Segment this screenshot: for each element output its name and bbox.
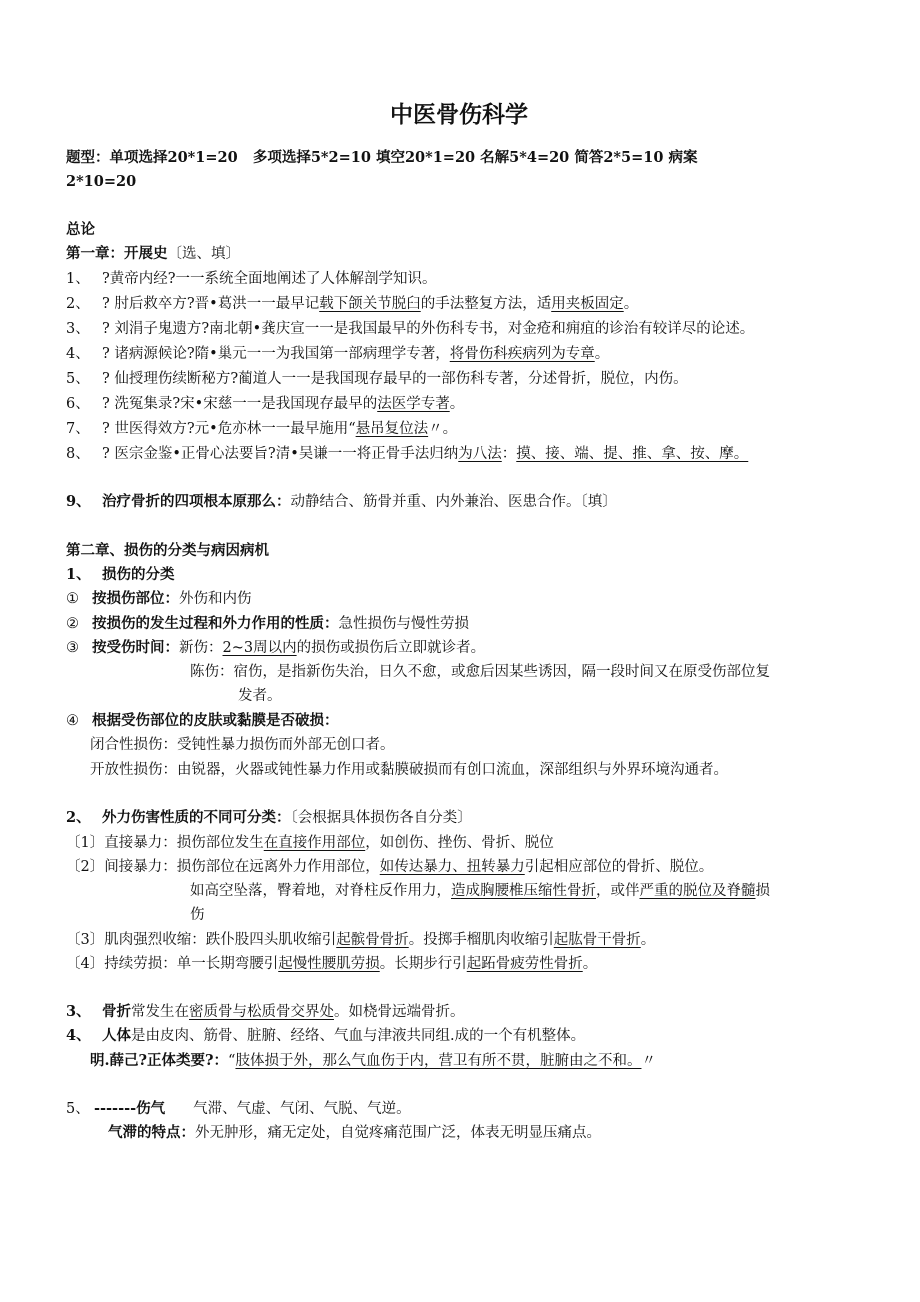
subsection-tag: 〔会根据具体损伤各自分类〕 bbox=[290, 810, 472, 826]
item-number: 2、 bbox=[66, 809, 91, 826]
principles-line bbox=[66, 492, 617, 512]
list-item bbox=[66, 444, 748, 464]
chapter-1-heading bbox=[66, 244, 240, 264]
force-text: 。 bbox=[582, 956, 598, 972]
force-strain bbox=[66, 954, 597, 974]
list-item bbox=[66, 319, 754, 339]
force-underline: 如传达暴力、扭转暴力 bbox=[379, 859, 525, 875]
force-text: 如高空坠落，臀着地，对脊柱反作用力， bbox=[190, 883, 451, 899]
item-text: 是由皮肉、筋骨、脏腑、经络、气血与津液共同组.成的一个有机整体。 bbox=[131, 1028, 586, 1044]
classification-label: 根据受伤部位的皮肤或黏膜是否破损： bbox=[92, 712, 339, 729]
item-number: 5、 bbox=[66, 1101, 90, 1117]
classification-4 bbox=[66, 711, 339, 731]
quote-source: 明.薛己?正体类要?： bbox=[90, 1052, 229, 1069]
item-text: 。 bbox=[623, 296, 639, 312]
item-underline: 将骨伤科疾病列为专章 bbox=[449, 346, 595, 362]
list-item bbox=[66, 394, 464, 414]
quote-line bbox=[90, 1051, 656, 1071]
item-number: 3、 bbox=[66, 1003, 91, 1020]
chapter-2-heading: 第二章、损伤的分类与病因病机 bbox=[66, 542, 269, 559]
circled-number: ① bbox=[66, 591, 79, 607]
classification-2 bbox=[66, 614, 469, 634]
list-item bbox=[66, 269, 437, 289]
subsection-5 bbox=[66, 1099, 411, 1119]
item-number: 7、 bbox=[66, 421, 90, 437]
item-number: 8、 bbox=[66, 446, 90, 462]
principles-label: 治疗骨折的四项根本原那么： bbox=[102, 493, 291, 510]
item-number: 2、 bbox=[66, 296, 90, 312]
force-underline: 起髌骨骨折 bbox=[336, 932, 409, 948]
old-injury-line2: 发者。 bbox=[238, 688, 282, 704]
open-injury: 开放性损伤：由锐器，火器或钝性暴力作用或黏膜破损而有创口流血，深部组织与外界环境沟通者。 bbox=[90, 762, 728, 778]
classification-1 bbox=[66, 589, 252, 609]
circled-number: ② bbox=[66, 616, 79, 632]
item-number: 3、 bbox=[66, 321, 90, 337]
item-number: 1、 bbox=[66, 271, 90, 287]
item-text: ： bbox=[501, 446, 517, 462]
item-underline: 用夹板固定 bbox=[551, 296, 624, 312]
force-text: ，或伴 bbox=[596, 883, 640, 899]
force-underline: 起跖骨疲劳性骨折 bbox=[466, 956, 583, 972]
force-text: 引起相应部位的骨折、脱位。 bbox=[524, 859, 714, 875]
force-text: 。投掷手榴肌肉收缩引 bbox=[408, 932, 554, 948]
qizhi-line bbox=[108, 1123, 601, 1143]
new-injury-period: 2~3周以内 bbox=[222, 640, 297, 656]
force-underline: 严重的脱位及脊髓 bbox=[639, 883, 756, 899]
item-number: 9、 bbox=[66, 493, 91, 510]
item-underline: 载下颌关节脱臼 bbox=[319, 296, 421, 312]
force-direct bbox=[66, 833, 554, 853]
force-text: 。长期步行引 bbox=[379, 956, 467, 972]
subsection-2 bbox=[66, 808, 472, 828]
quote-mark: “ bbox=[228, 1053, 236, 1069]
subsection-label: 骨折 bbox=[102, 1003, 131, 1020]
subsection-1 bbox=[66, 565, 175, 585]
classification-label: 按受伤时间： bbox=[92, 639, 179, 656]
closed-injury: 闭合性损伤：受钝性暴力损伤而外部无创口者。 bbox=[90, 737, 395, 753]
quote-mark: 〃 bbox=[641, 1053, 656, 1069]
list-item bbox=[66, 344, 609, 364]
qizhi-label: 气滞的特点： bbox=[108, 1124, 195, 1141]
qizhi-text: 外无肿形，痛无定处，自觉疼痛范围广泛，体表无明显压痛点。 bbox=[195, 1125, 601, 1141]
item-number: 5、 bbox=[66, 371, 90, 387]
force-indirect bbox=[66, 857, 713, 877]
force-indirect-example bbox=[190, 881, 770, 901]
force-underline: 在直接作用部位 bbox=[263, 835, 366, 851]
new-injury-label: 新伤： bbox=[179, 640, 223, 656]
item-text: ? 肘后救卒方?晋•葛洪一一最早记 bbox=[102, 296, 320, 312]
force-text: 损 bbox=[755, 883, 770, 899]
item-number: 4、 bbox=[66, 346, 90, 362]
new-injury-text: 的损伤或损伤后立即就诊者。 bbox=[296, 640, 486, 656]
item-text: 的手法整复方法，适 bbox=[420, 296, 552, 312]
exam-types-line1: 题型：单项选择20*1=20 多项选择5*2=10 填空20*1=20 名解5*4=20 简答2*5=10 病案 bbox=[66, 149, 698, 166]
item-text: 常发生在 bbox=[131, 1004, 189, 1020]
list-item bbox=[66, 294, 638, 314]
force-text: 〔4〕持续劳损：单一长期弯腰引 bbox=[66, 956, 279, 972]
classification-text: 外伤和内伤 bbox=[179, 591, 252, 607]
item-number: 1、 bbox=[66, 566, 91, 583]
item-number: 4、 bbox=[66, 1027, 91, 1044]
force-indirect-example-cont: 伤 bbox=[190, 907, 205, 923]
item-text: 。 bbox=[449, 396, 465, 412]
classification-label: 按损伤的发生过程和外力作用的性质： bbox=[92, 615, 339, 632]
old-injury-line1: 陈伤：宿伤，是指新伤失治，日久不愈，或愈后因某些诱因，隔一段时间又在原受伤部位复 bbox=[190, 664, 770, 680]
item-text: ? 医宗金鉴•正骨心法要旨?清•吴谦一一将正骨手法归纳 bbox=[102, 446, 459, 462]
item-text: 气滞、气虚、气闭、气脱、气逆。 bbox=[193, 1101, 411, 1117]
subsection-label: 人体 bbox=[102, 1027, 131, 1044]
exam-types-line2: 2*10=20 bbox=[66, 173, 137, 190]
item-number: 6、 bbox=[66, 396, 90, 412]
item-text: 。如桡骨远端骨折。 bbox=[334, 1004, 465, 1020]
item-text: ? 洗冤集录?宋•宋慈一一是我国现存最早的 bbox=[102, 396, 378, 412]
item-underline: 密质骨与松质骨交界处 bbox=[189, 1004, 334, 1020]
classification-3 bbox=[66, 638, 485, 658]
section-overview: 总论 bbox=[66, 221, 95, 238]
subsection-label: 外力伤害性质的不同可分类： bbox=[102, 809, 291, 826]
circled-number: ④ bbox=[66, 713, 79, 729]
circled-number: ③ bbox=[66, 640, 79, 656]
force-muscle bbox=[66, 930, 655, 950]
quote-text: 肢体损于外，那么气血伤于内，营卫有所不贯，脏腑由之不和。 bbox=[235, 1053, 642, 1069]
item-underline: 悬吊复位法 bbox=[355, 421, 429, 437]
subsection-label: 损伤的分类 bbox=[102, 566, 175, 583]
item-text: ? 刘涓子鬼遗方?南北朝•龚庆宣一一是我国最早的外伤科专书，对金疮和痈疽的诊治有较详尽的论述。 bbox=[102, 321, 755, 337]
chapter-1-title: 第一章：开展史 bbox=[66, 245, 168, 262]
item-text: ?黄帝内经?一一系统全面地阐述了人体解剖学知识。 bbox=[102, 271, 437, 287]
item-underline: 摸、接、端、提、推、拿、按、摩。 bbox=[516, 446, 749, 462]
item-underline: 法医学专著 bbox=[377, 396, 450, 412]
subsection-3 bbox=[66, 1002, 465, 1022]
classification-text: 急性损伤与慢性劳损 bbox=[338, 616, 469, 632]
subsection-4 bbox=[66, 1026, 585, 1046]
list-item bbox=[66, 369, 688, 389]
item-text: 〃。 bbox=[428, 421, 458, 437]
force-text: 〔2〕间接暴力：损伤部位在远离外力作用部位， bbox=[66, 859, 380, 875]
page-title: 中医骨伤科学 bbox=[390, 101, 528, 128]
item-text: ? 世医得效方?元•危亦林一一最早施用“ bbox=[102, 421, 356, 437]
item-text: ? 仙授理伤续断秘方?蔺道人一一是我国现存最早的一部伤科专著，分述骨折，脱位，内伤。 bbox=[102, 371, 688, 387]
dash: ------- bbox=[94, 1100, 137, 1117]
item-text: ? 诸病源候论?隋•巢元一一为我国第一部病理学专著， bbox=[102, 346, 450, 362]
list-item bbox=[66, 419, 457, 439]
force-text: ，如创伤、挫伤、骨折、脱位 bbox=[365, 835, 554, 851]
chapter-1-tag: 〔选、填〕 bbox=[167, 246, 240, 262]
classification-label: 按损伤部位： bbox=[92, 590, 179, 607]
principles-text: 动静结合、筋骨并重、内外兼治、医患合作。〔填〕 bbox=[290, 494, 617, 510]
force-text: 〔3〕肌肉强烈收缩：跌仆股四头肌收缩引 bbox=[66, 932, 337, 948]
force-underline: 造成胸腰椎压缩性骨折 bbox=[451, 883, 596, 899]
subsection-label: 伤气 bbox=[136, 1100, 166, 1117]
force-text: 。 bbox=[640, 932, 656, 948]
force-text: 〔1〕直接暴力：损伤部位发生 bbox=[66, 835, 264, 851]
force-underline: 起肱骨干骨折 bbox=[553, 932, 641, 948]
item-underline: 为八法 bbox=[458, 446, 502, 462]
force-underline: 起慢性腰肌劳损 bbox=[278, 956, 380, 972]
item-text: 。 bbox=[594, 346, 610, 362]
